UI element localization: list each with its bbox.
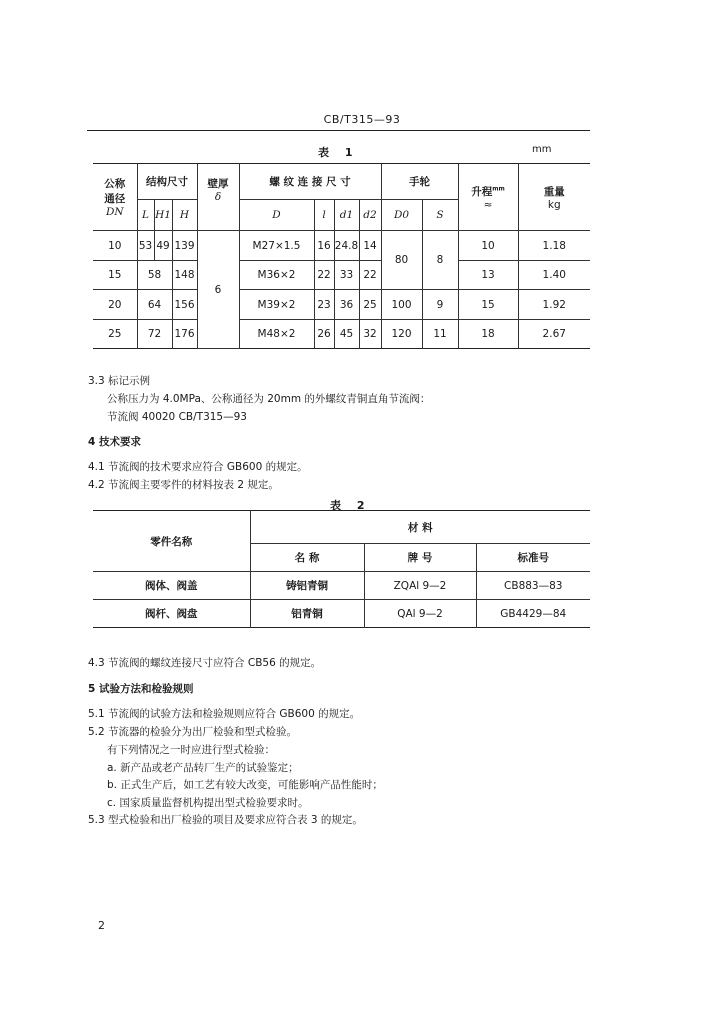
table-row: 阀体、阀盖 铸铝青铜 ZQAl 9—2 CB883—83 (93, 572, 590, 600)
header-d1: d1 (334, 200, 359, 231)
table-row: 20 64 156 M39×2 23 36 25 100 9 15 1.92 (93, 290, 590, 320)
dimension-table (93, 163, 590, 349)
header-material-grade: 牌 号 (364, 544, 476, 572)
wall-thickness-value: 6 (197, 231, 239, 349)
section-4-3: 4.3 节流阀的螺纹连接尺寸应符合 CB56 的规定。 (88, 657, 322, 669)
section-4-1: 4.1 节流阀的技术要求应符合 GB600 的规定。 (88, 461, 308, 473)
marking-example-line2: 节流阀 40020 CB/T315—93 (107, 411, 247, 423)
header-L: L (137, 200, 154, 231)
marking-example-line1: 公称压力为 4.0MPa、公称通径为 20mm 的外螺纹青铜直角节流阀： (107, 393, 431, 405)
handwheel-S-merged: 8 (422, 231, 458, 290)
section-5-2-a: a. 新产品或老产品转厂生产的试验鉴定； (107, 762, 299, 774)
header-handwheel: 手轮 (381, 164, 458, 200)
table1-title: 表 1 (318, 146, 359, 159)
header-weight: 重量 kg (518, 164, 590, 231)
header-l: l (314, 200, 334, 231)
header-D: D (239, 200, 314, 231)
section-5-1: 5.1 节流阀的试验方法和检验规则应符合 GB600 的规定。 (88, 708, 361, 720)
page-number: 2 (98, 919, 105, 932)
header-dn: 公称 通径 DN (93, 164, 137, 231)
section-4-2: 4.2 节流阀主要零件的材料按表 2 规定。 (88, 479, 279, 491)
header-structure: 结构尺寸 (137, 164, 197, 200)
table-row: 25 72 176 M48×2 26 45 32 120 11 18 2.67 (93, 320, 590, 349)
header-H1: H1 (154, 200, 172, 231)
header-wall: 壁厚 δ (197, 164, 239, 231)
materials-table (93, 510, 590, 628)
table1-unit: mm (532, 144, 552, 155)
document-code-header: CB/T315—93 (323, 113, 401, 126)
header-lift: 升程$^{mm}$ ≈ (458, 164, 518, 231)
table2-title: 表 2 (330, 499, 371, 512)
header-material: 材 料 (250, 511, 590, 544)
header-material-standard: 标准号 (476, 544, 590, 572)
section-5-2-b: b. 正式生产后，如工艺有较大改变，可能影响产品性能时； (107, 779, 383, 791)
header-part-name: 零件名称 (93, 511, 250, 572)
header-H: H (172, 200, 197, 231)
section-5-2-intro: 有下列情况之一时应进行型式检验： (107, 744, 275, 756)
section-4-heading: 4 技术要求 (88, 436, 141, 448)
section-5-3: 5.3 型式检验和出厂检验的项目及要求应符合表 3 的规定。 (88, 814, 363, 826)
section-5-heading: 5 试验方法和检验规则 (88, 683, 194, 695)
table-row: 10 53 49 139 6 M27×1.5 16 24.8 14 80 8 10 1.18 (93, 231, 590, 261)
header-thread: 螺 纹 连 接 尺 寸 (239, 164, 381, 200)
table-row: 15 58 148 M36×2 22 33 22 13 1.40 (93, 261, 590, 290)
header-D0: D0 (381, 200, 422, 231)
header-d2: d2 (359, 200, 381, 231)
header-material-name: 名 称 (250, 544, 364, 572)
header-rule (87, 130, 590, 131)
section-3-3-heading: 3.3 标记示例 (88, 375, 151, 387)
section-5-2: 5.2 节流器的检验分为出厂检验和型式检验。 (88, 726, 298, 738)
handwheel-D0-merged: 80 (381, 231, 422, 290)
header-S: S (422, 200, 458, 231)
section-5-2-c: c. 国家质量监督机构提出型式检验要求时。 (107, 797, 309, 809)
table-row: 阀杆、阀盘 铝青铜 QAl 9—2 GB4429—84 (93, 600, 590, 628)
